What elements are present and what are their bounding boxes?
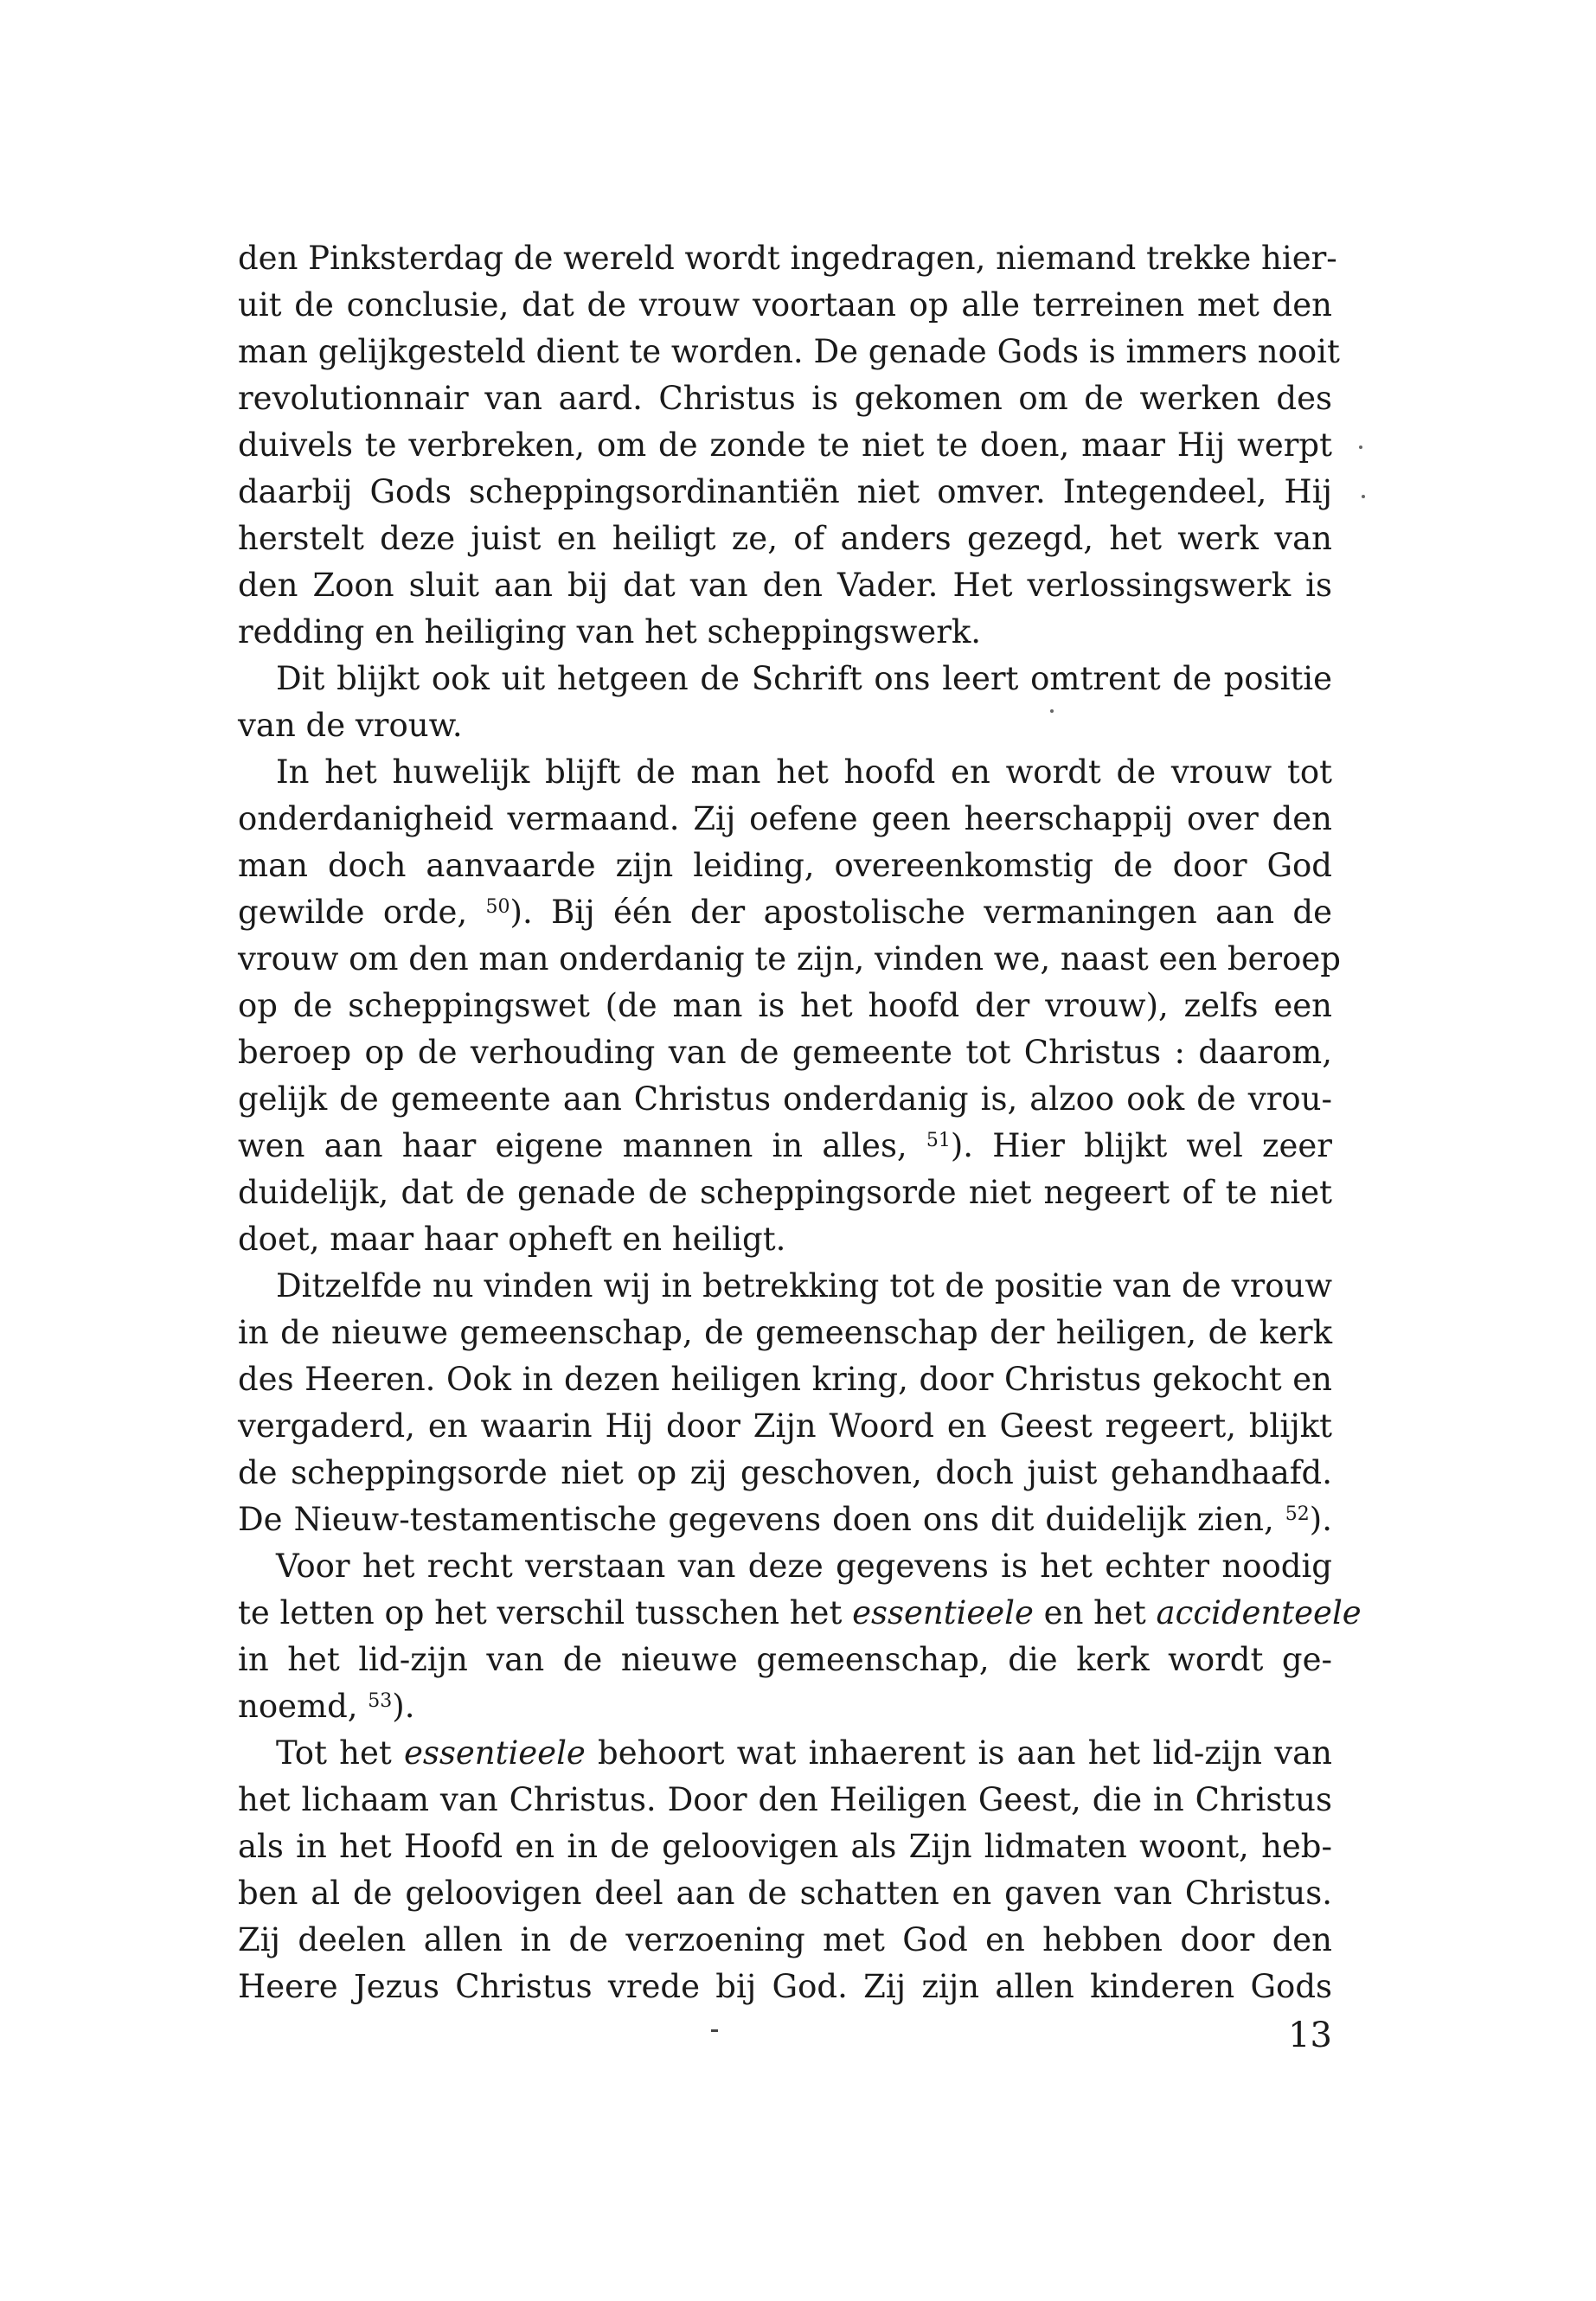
- print-speck: [1362, 495, 1365, 498]
- text-line: [238, 422, 1332, 469]
- text-segment: vrouw om den man onderdanig te zijn, vinden we, naast een beroep: [238, 940, 1341, 977]
- italic-term: accidenteele: [1156, 1594, 1362, 1631]
- text-segment: daarbij Gods scheppingsordinantiën niet omver. Integendeel, Hij: [238, 473, 1332, 510]
- text-segment: in de nieuwe gemeenschap, de gemeenschap der heiligen, de kerk: [238, 1314, 1332, 1351]
- text-line: [238, 983, 1332, 1029]
- text-line: [238, 843, 1332, 889]
- text-line: [238, 516, 1332, 562]
- text-segment: man gelijkgesteld dient te worden. De genade Gods is immers nooit: [238, 333, 1340, 370]
- footnote-ref: 50: [485, 896, 510, 918]
- text-line: [238, 1590, 1362, 1637]
- text-segment: des Heeren. Ook in dezen heiligen kring, door Christus gekocht en: [238, 1361, 1332, 1398]
- text-line: [238, 1730, 1332, 1777]
- text-segment: in het lid-zijn van de nieuwe gemeenschap, die kerk wordt ge-: [238, 1641, 1332, 1678]
- text-segment: op de scheppingswet (de man is het hoofd der vrouw), zelfs een: [238, 987, 1332, 1024]
- text-line: [238, 1123, 1332, 1170]
- text-segment: ).: [392, 1688, 415, 1725]
- text-segment: gelijk de gemeente aan Christus onderdanig is, alzoo ook de vrou-: [238, 1080, 1332, 1118]
- page-number: 13: [1288, 2016, 1332, 2055]
- text-segment: gewilde orde,: [238, 894, 486, 931]
- text-segment: ).: [1309, 1501, 1332, 1538]
- text-segment: wen aan haar eigene mannen in alles,: [238, 1127, 926, 1164]
- text-segment: den Zoon sluit aan bij dat van den Vader. Het verlossingswerk is: [238, 567, 1332, 604]
- text-line: [238, 936, 1341, 983]
- text-line: [238, 656, 1332, 702]
- text-segment: beroep op de verhouding van de gemeente tot Christus : daarom,: [238, 1034, 1332, 1071]
- text-segment: Heere Jezus Christus vrede bij God. Zij zijn allen kinderen Gods: [238, 1968, 1332, 2005]
- text-segment: het lichaam van Christus. Door den Heiligen Geest, die in Christus: [238, 1781, 1332, 1818]
- italic-term: essentieele: [852, 1594, 1034, 1631]
- text-segment: noemd,: [238, 1688, 369, 1725]
- text-line: [238, 1216, 1332, 1263]
- text-segment: redding en heiliging van het scheppingswerk.: [238, 613, 982, 651]
- print-speck: [1050, 709, 1054, 713]
- text-segment: Tot het: [276, 1734, 404, 1772]
- text-segment: behoort wat inhaerent is aan het lid-zijn van: [585, 1734, 1332, 1772]
- text-line: [238, 1263, 1332, 1310]
- text-line: [238, 1497, 1332, 1543]
- text-line: [238, 1310, 1332, 1356]
- text-segment: In het huwelijk blijft de man het hoofd en wordt de vrouw tot: [276, 753, 1332, 791]
- text-line: [238, 1076, 1332, 1123]
- text-line: [238, 609, 1332, 656]
- text-line: [238, 1637, 1332, 1683]
- text-line: [238, 469, 1332, 516]
- text-segment: Dit blijkt ook uit hetgeen de Schrift ons leert omtrent de positie: [276, 660, 1332, 697]
- italic-term: essentieele: [403, 1734, 586, 1772]
- text-segment: herstelt deze juist en heiligt ze, of anders gezegd, het werk van: [238, 520, 1332, 557]
- footnote-ref: 51: [926, 1130, 951, 1151]
- text-segment: ). Hier blijkt wel zeer: [950, 1127, 1332, 1164]
- text-segment: den Pinksterdag de wereld wordt ingedragen, niemand trekke hier-: [238, 240, 1337, 277]
- text-segment: ). Bij één der apostolische vermaningen aan de: [510, 894, 1332, 931]
- text-line: [238, 702, 1332, 749]
- text-segment: als in het Hoofd en in de geloovigen als Zijn lidmaten woont, heb-: [238, 1828, 1332, 1865]
- text-segment: uit de conclusie, dat de vrouw voortaan op alle terreinen met den: [238, 286, 1332, 324]
- print-mark: [711, 2029, 718, 2032]
- text-segment: vergaderd, en waarin Hij door Zijn Woord en Geest regeert, blijkt: [238, 1407, 1332, 1445]
- text-line: [238, 1964, 1332, 2010]
- text-line: [238, 375, 1332, 422]
- text-segment: doet, maar haar opheft en heiligt.: [238, 1221, 786, 1258]
- text-segment: en het: [1033, 1594, 1157, 1631]
- text-line: [238, 1870, 1332, 1917]
- text-segment: Ditzelfde nu vinden wij in betrekking tot de positie van de vrouw: [276, 1267, 1332, 1304]
- text-line: [238, 749, 1332, 796]
- text-segment: te letten op het verschil tusschen het: [238, 1594, 853, 1631]
- text-segment: van de vrouw.: [238, 707, 463, 744]
- text-segment: duivels te verbreken, om de zonde te niet te doen, maar Hij werpt: [238, 426, 1332, 464]
- text-line: [238, 235, 1337, 282]
- text-segment: ben al de geloovigen deel aan de schatten en gaven van Christus.: [238, 1875, 1332, 1912]
- text-line: [238, 1450, 1332, 1497]
- text-line: [238, 889, 1332, 936]
- text-line: [238, 1777, 1332, 1823]
- text-line: [238, 1403, 1332, 1450]
- print-speck: [1359, 445, 1362, 449]
- text-line: [238, 1823, 1332, 1870]
- text-line: [238, 329, 1340, 375]
- text-line: [238, 1543, 1332, 1590]
- text-line: [238, 562, 1332, 609]
- text-line: [238, 1029, 1332, 1076]
- text-segment: Voor het recht verstaan van deze gegevens is het echter noodig: [276, 1548, 1332, 1585]
- text-line: [238, 1917, 1332, 1964]
- text-segment: onderdanigheid vermaand. Zij oefene geen heerschappij over den: [238, 800, 1332, 837]
- text-line: [238, 1356, 1332, 1403]
- text-segment: De Nieuw-testamentische gegevens doen ons dit duidelijk zien,: [238, 1501, 1285, 1538]
- body-text: [238, 235, 1362, 2010]
- text-segment: man doch aanvaarde zijn leiding, overeenkomstig de door God: [238, 847, 1332, 884]
- text-line: [238, 796, 1332, 843]
- footnote-ref: 52: [1285, 1503, 1310, 1525]
- text-segment: Zij deelen allen in de verzoening met God en hebben door den: [238, 1921, 1332, 1958]
- text-line: [238, 1683, 1332, 1730]
- text-line: [238, 1170, 1332, 1216]
- text-line: [238, 282, 1332, 329]
- text-segment: revolutionnair van aard. Christus is gekomen om de werken des: [238, 380, 1332, 417]
- footnote-ref: 53: [368, 1690, 393, 1712]
- text-segment: duidelijk, dat de genade de scheppingsorde niet negeert of te niet: [238, 1174, 1332, 1211]
- text-segment: de scheppingsorde niet op zij geschoven, doch juist gehandhaafd.: [238, 1454, 1332, 1491]
